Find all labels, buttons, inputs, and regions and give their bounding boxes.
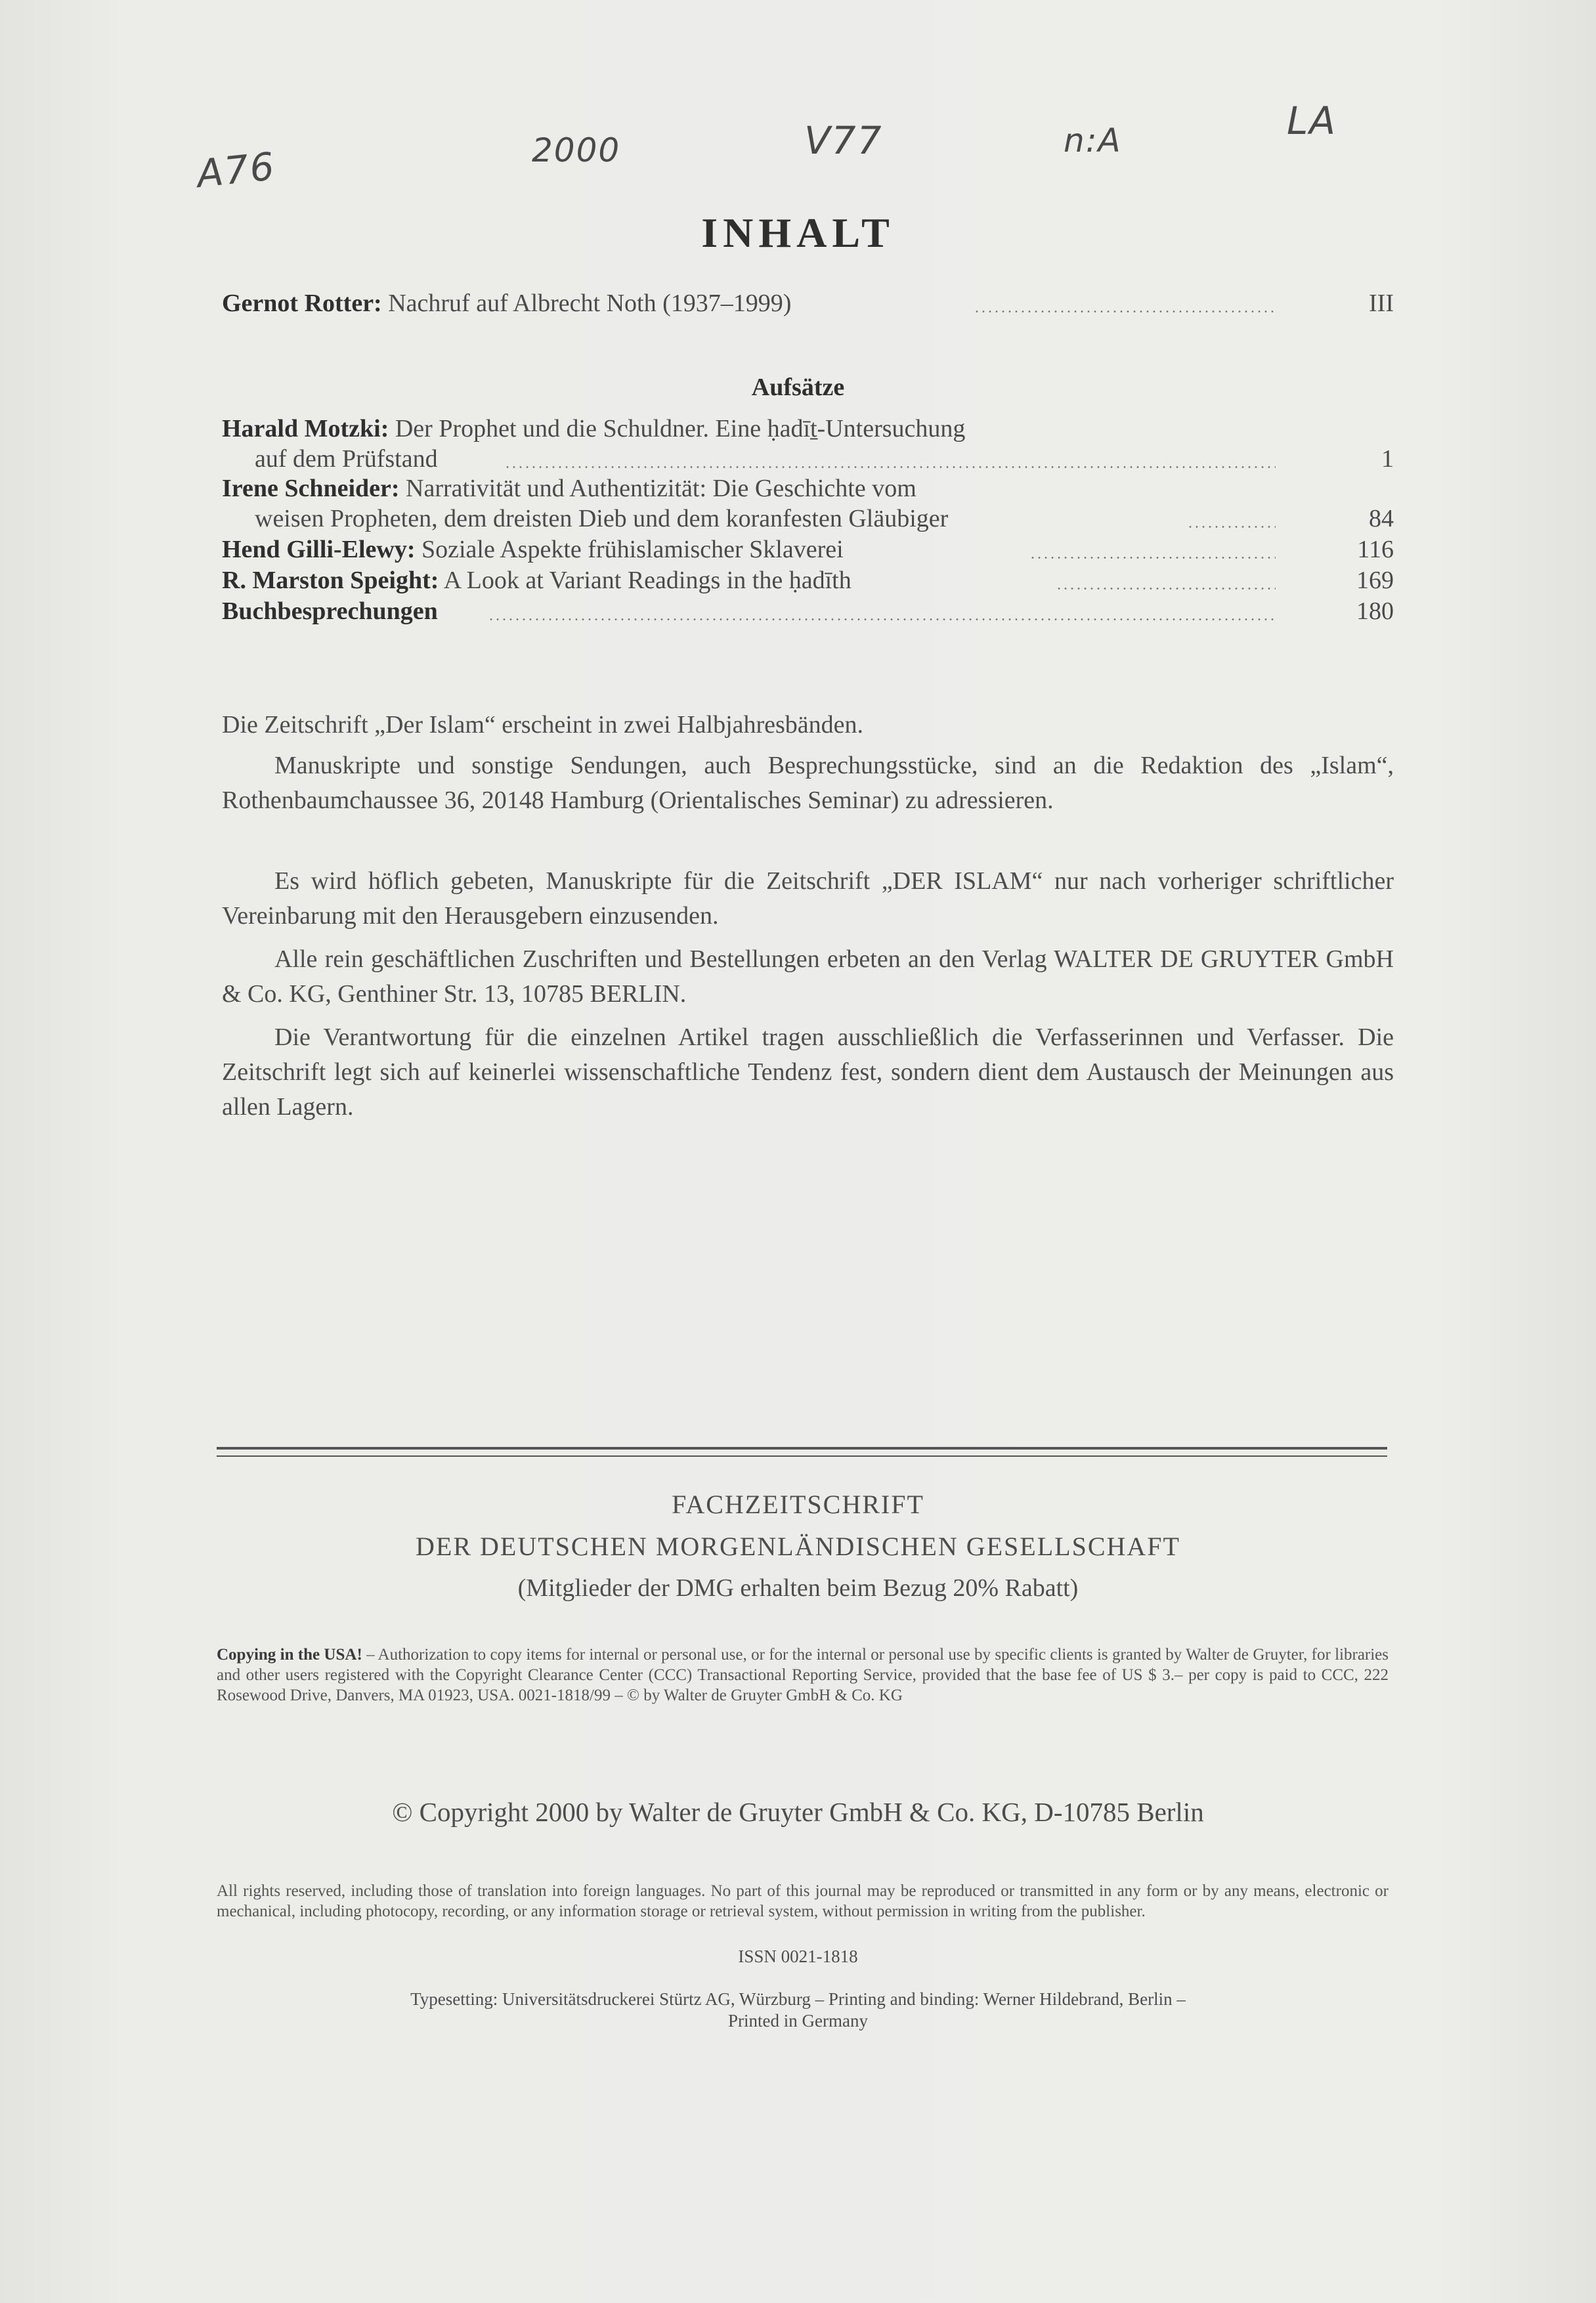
info-paragraph: Alle rein geschäftlichen Zuschriften und Bestellungen erbeten an den Verlag WALTER DE GRUYTER GmbH & Co. KG, Genthiner Str. 13, 10785 BERLIN. bbox=[222, 945, 1394, 1008]
section-heading: Aufsätze bbox=[751, 374, 845, 401]
toc-page-number: 169 bbox=[1356, 567, 1394, 594]
dot-leader bbox=[504, 466, 1276, 468]
toc-title: Soziale Aspekte frühislamischer Sklaverei bbox=[421, 536, 844, 563]
dot-leader bbox=[1029, 557, 1276, 559]
toc-entry-reviews bbox=[222, 594, 1394, 628]
typesetting-credit: Typesetting: Universitätsdruckerei Stürtz AG, Würzburg – Printing and binding: Werner Hildebrand, Berlin – bbox=[410, 1989, 1186, 2009]
dot-leader bbox=[1056, 588, 1276, 590]
handwritten-note-5: LA bbox=[1287, 98, 1337, 143]
toc-author: Buchbesprechungen bbox=[222, 597, 438, 625]
toc-entry-obituary bbox=[222, 286, 1394, 320]
toc-author: R. Marston Speight: bbox=[222, 567, 439, 594]
toc-title: Der Prophet und die Schuldner. Eine ḥadīṯ-Untersuchung bbox=[395, 415, 966, 442]
toc-page-number: 84 bbox=[1369, 505, 1394, 532]
copying-label: Copying in the USA! bbox=[217, 1646, 362, 1664]
toc-author: Irene Schneider: bbox=[222, 475, 400, 502]
toc-title: A Look at Variant Readings in the ḥadīth bbox=[443, 567, 852, 594]
toc-page-number: 116 bbox=[1357, 536, 1394, 563]
toc-author: Hend Gilli-Elewy: bbox=[222, 536, 416, 563]
info-paragraph: Die Verantwortung für die einzelnen Artikel tragen ausschließlich die Verfasserinnen und Verfasser. Die Zeitschrift legt sich auf keinerlei wissenschaftliche Tendenz fest, sondern dient dem Austausch der Meinungen aus allen Lagern. bbox=[222, 1023, 1394, 1121]
info-paragraph: Manuskripte und sonstige Sendungen, auch Besprechungsstücke, sind an die Redaktion des „Islam“, Rothenbaumchaussee 36, 20148 Hamburg (Orientalisches Seminar) zu adressieren. bbox=[222, 752, 1394, 814]
toc-author: Gernot Rotter: bbox=[222, 290, 382, 317]
dot-leader bbox=[974, 311, 1276, 312]
dot-leader bbox=[1187, 526, 1276, 528]
footer-rule-thin bbox=[217, 1455, 1387, 1457]
toc-author: Harald Motzki: bbox=[222, 415, 389, 442]
toc-page-number: 1 bbox=[1381, 445, 1394, 473]
toc-page-number: 180 bbox=[1356, 597, 1394, 625]
dot-leader bbox=[488, 618, 1276, 620]
copying-notice bbox=[217, 1645, 1389, 1706]
info-paragraph: Die Zeitschrift „Der Islam“ erscheint in zwei Halbjahresbänden. bbox=[222, 711, 864, 739]
toc-title-line2: auf dem Prüfstand bbox=[255, 445, 438, 473]
toc-title-line2: weisen Propheten, dem dreisten Dieb und dem koranfesten Gläubiger bbox=[255, 505, 949, 532]
copying-text: – Authorization to copy items for internal or personal use, or for the internal or personal use by specific clients is granted by Walter de Gruyter, for libraries and other users registered with the Copyright Clearance Center (CCC) Transactional Reporting Service, provided that the base fee of US $ 3.– per copy is paid to CCC, 222 Rosewood Drive, Danvers, MA 01923, USA. 0021-1818/99 – © by Walter de Gruyter GmbH & Co. KG bbox=[217, 1646, 1389, 1704]
copyright-line: © Copyright 2000 by Walter de Gruyter GmbH & Co. KG, D-10785 Berlin bbox=[392, 1797, 1204, 1827]
page-title: INHALT bbox=[701, 209, 895, 256]
handwritten-note-3: V77 bbox=[804, 118, 883, 163]
rights-notice: All rights reserved, including those of translation into foreign languages. No part of this journal may be reproduced or transmitted in any form or by any means, electronic or mechanical, including photocopy, recording, or any information storage or retrieval system, without permission in writing from the publisher. bbox=[217, 1882, 1389, 1920]
toc-entry-continuation bbox=[255, 502, 1394, 536]
toc-entry bbox=[222, 471, 1394, 506]
footer-rule-thick bbox=[217, 1447, 1387, 1450]
printed-in: Printed in Germany bbox=[728, 2011, 868, 2031]
toc-title: Narrativität und Authentizität: Die Geschichte vom bbox=[406, 475, 917, 502]
info-paragraph: Es wird höflich gebeten, Manuskripte für die Zeitschrift „DER ISLAM“ nur nach vorheriger schriftlicher Vereinbarung mit den Herausgebern einzusenden. bbox=[222, 867, 1394, 930]
member-discount: (Mitglieder der DMG erhalten beim Bezug 20% Rabatt) bbox=[517, 1574, 1079, 1602]
handwritten-note-2: 2000 bbox=[532, 131, 621, 169]
society-name: DER DEUTSCHEN MORGENLÄNDISCHEN GESELLSCHAFT bbox=[416, 1532, 1180, 1561]
handwritten-note-4: n:A bbox=[1064, 121, 1122, 160]
handwritten-note-1: A76 bbox=[194, 143, 278, 197]
toc-page-number: III bbox=[1369, 290, 1394, 317]
toc-entry bbox=[222, 563, 1394, 597]
toc-entry bbox=[222, 412, 1394, 446]
toc-entry bbox=[222, 532, 1394, 567]
issn: ISSN 0021-1818 bbox=[738, 1947, 858, 1966]
toc-title: Nachruf auf Albrecht Noth (1937–1999) bbox=[388, 290, 792, 317]
journal-type: FACHZEITSCHRIFT bbox=[672, 1490, 924, 1519]
